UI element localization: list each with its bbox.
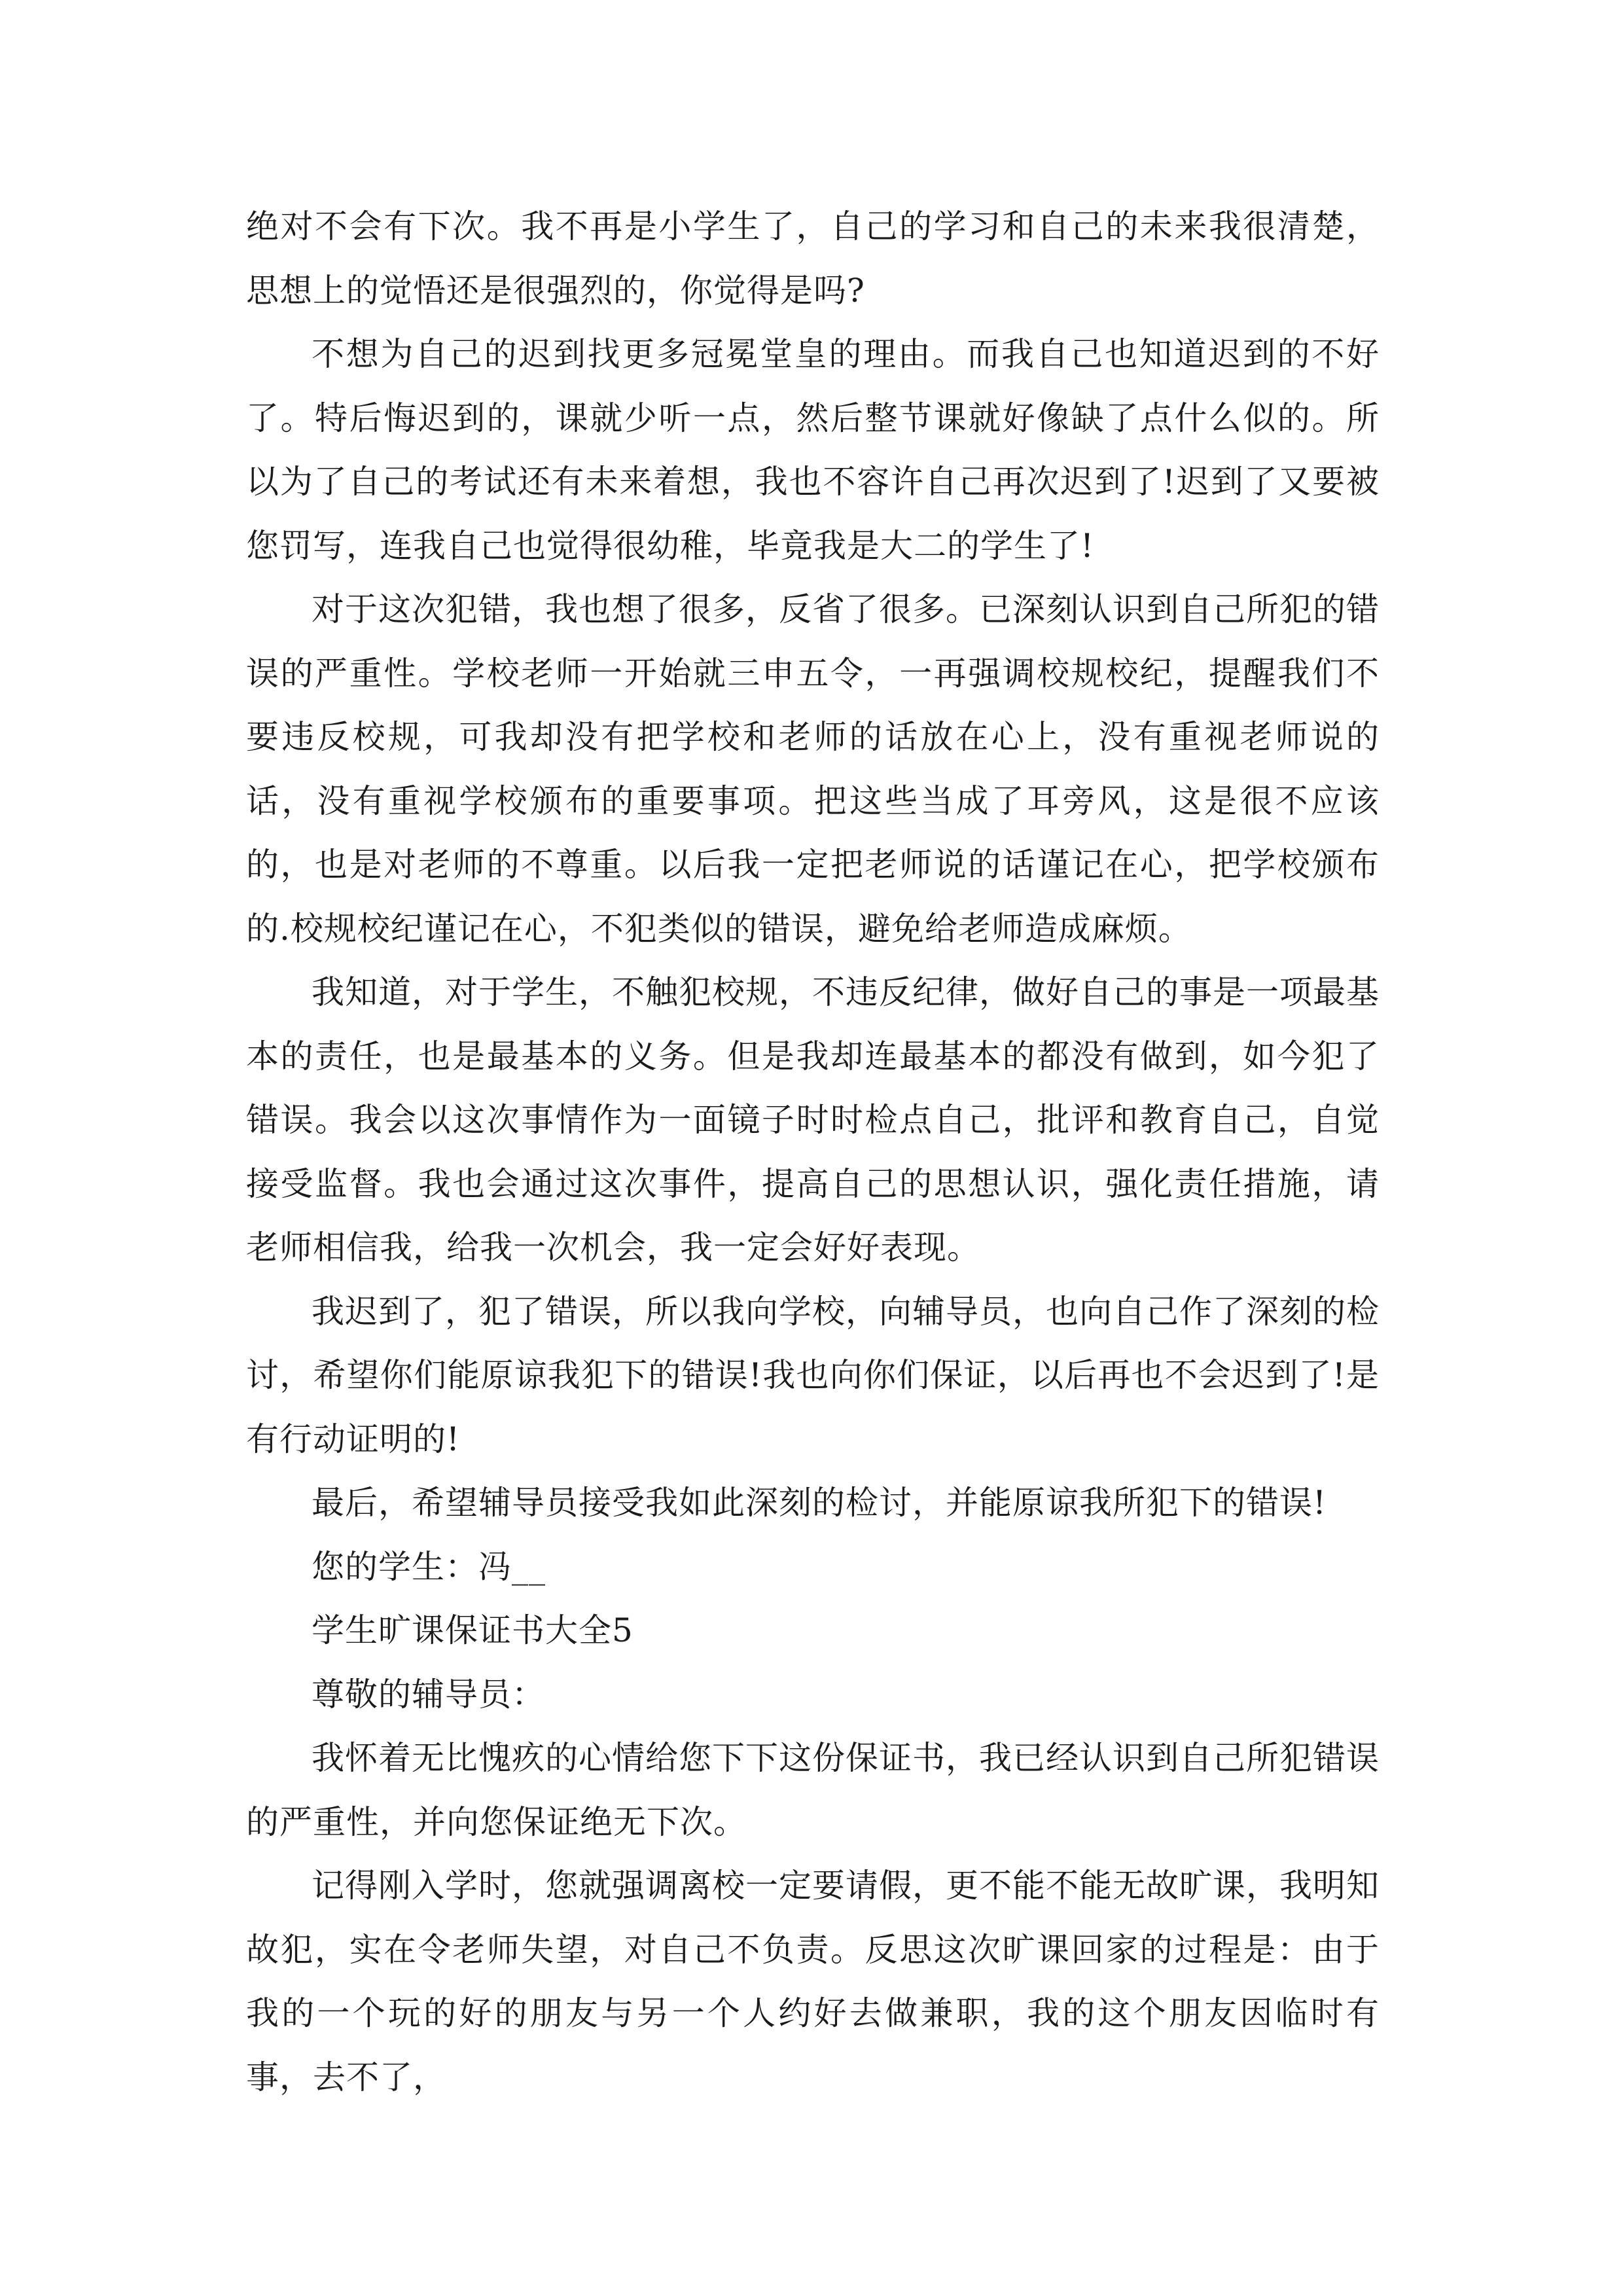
paragraph-reflection: 对于这次犯错，我也想了很多，反省了很多。已深刻认识到自己所犯的错误的严重性。学校老师一开始就三申五令，一再强调校规校纪，提醒我们不要违反校规，可我却没有把学校和老师的话放在心上，没有重视老师说的话，没有重视学校颁布的重要事项。把这些当成了耳旁风，这是很不应该的，也是对老师的不尊重。以后我一定把老师说的话谨记在心，把学校颁布的.校规校纪谨记在心，不犯类似的错误，避免给老师造成麻烦。 — [246, 590, 1380, 948]
document-body — [246, 195, 1380, 2109]
paragraph-continuation: 绝对不会有下次。我不再是小学生了，自己的学习和自己的未来我很清楚，思想上的觉悟还是很强烈的，你觉得是吗? — [246, 207, 1380, 310]
paragraph-recollection: 记得刚入学时，您就强调离校一定要请假，更不能不能无故旷课，我明知故犯，实在令老师失望，对自己不负责。反思这次旷课回家的过程是：由于我的一个玩的好的朋友与另一个人约好去做兼职，我的这个朋友因临时有事，去不了， — [246, 1867, 1380, 2096]
paragraph-excuses: 不想为自己的迟到找更多冠冕堂皇的理由。而我自己也知道迟到的不好了。特后悔迟到的，课就少听一点，然后整节课就好像缺了点什么似的。所以为了自己的考试还有未来着想，我也不容许自己再次迟到了!迟到了又要被您罚写，连我自己也觉得很幼稚，毕竟我是大二的学生了! — [246, 335, 1380, 565]
paragraph-closing: 最后，希望辅导员接受我如此深刻的检讨，并能原谅我所犯下的错误! — [312, 1484, 1327, 1522]
section-title: 学生旷课保证书大全5 — [312, 1611, 633, 1649]
paragraph-responsibility: 我知道，对于学生，不触犯校规，不违反纪律，做好自己的事是一项最基本的责任，也是最基本的义务。但是我却连最基本的都没有做到，如今犯了错误。我会以这次事情作为一面镜子时时检点自己，批评和教育自己，自觉接受监督。我也会通过这次事件，提高自己的思想认识，强化责任措施，请老师相信我，给我一次机会，我一定会好好表现。 — [246, 973, 1380, 1266]
paragraph-guarantee-intro: 我怀着无比愧疚的心情给您下下这份保证书，我已经认识到自己所犯错误的严重性，并向您保证绝无下次。 — [246, 1739, 1380, 1841]
paragraph-apology: 我迟到了，犯了错误，所以我向学校，向辅导员，也向自己作了深刻的检讨，希望你们能原谅我犯下的错误!我也向你们保证，以后再也不会迟到了!是有行动证明的! — [246, 1292, 1380, 1458]
salutation: 尊敬的辅导员： — [312, 1675, 545, 1713]
signature-line: 您的学生：冯__ — [312, 1547, 546, 1586]
